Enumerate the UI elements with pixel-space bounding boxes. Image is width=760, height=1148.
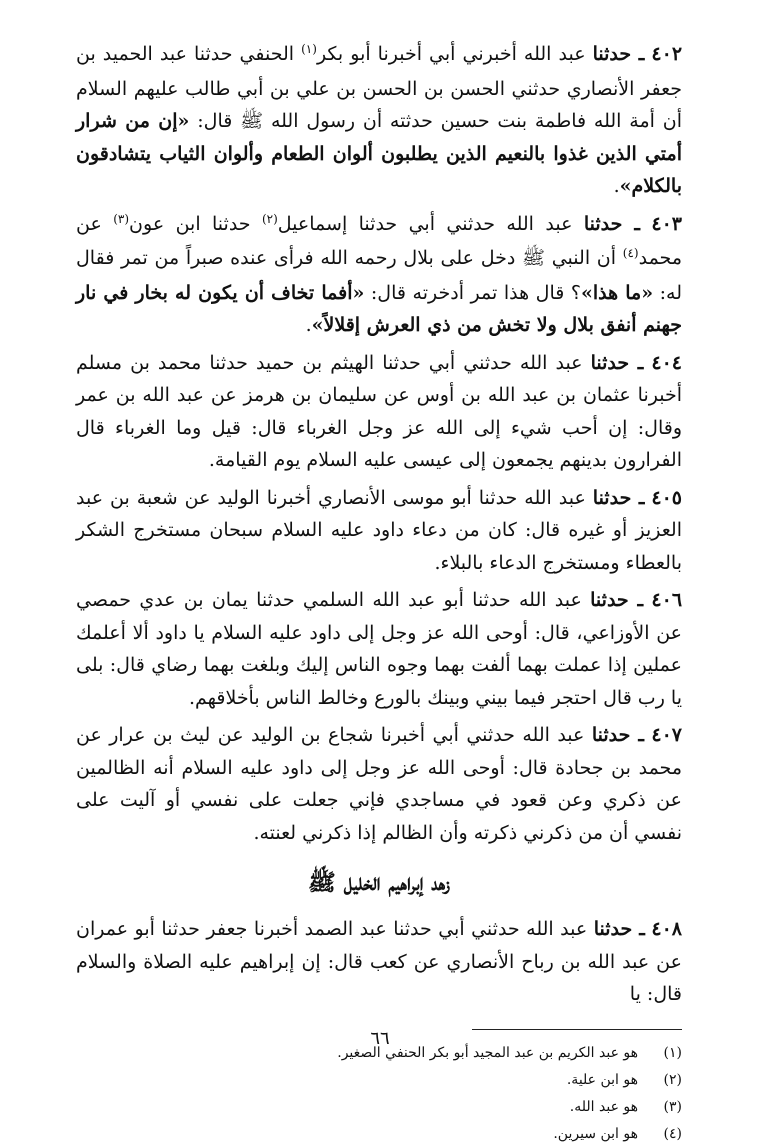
hadith-403: ٤٠٣ ـ حدثنا عبد الله حدثني أبي حدثنا إسماعيل$^{(٢)}$ حدثنا ابن عون$^{(٣)}$ عن محمد$^{(٤)}$ أن النبي ﷺ دخل على بلال رحمه الله فرأى عنده صبراً من تمر فقال له: «ما هذا»؟ قال هذا تمر أدخرته قال: «أفما تخاف أن يكون له بخار في نار جهنم أنفق بلال ولا تخش من ذي العرش إقلالاً». <box>76 211 683 336</box>
hadith-keyword: حدثنا <box>592 486 632 509</box>
hadith-text: عبد الله حدثني أبي حدثنا إسماعيل <box>277 212 573 235</box>
hadith-keyword: حدثنا <box>590 589 629 611</box>
prophetic-quote: «ما هذا» <box>580 281 654 304</box>
hadith-text: عن محمد <box>76 212 682 269</box>
prophetic-quote: «أفما تخاف أن يكون له بخار في نار جهنم أنفق بلال ولا تخش من ذي العرش إقلالاً» <box>76 281 682 336</box>
hadith-text: . <box>613 175 620 197</box>
hadith-text: . <box>305 314 312 336</box>
hadith-keyword: حدثنا <box>591 724 631 746</box>
hadith-text: عبد الله حدثني أبي حدثنا الهيثم بن حميد حدثنا محمد بن مسلم أخبرنا عثمان بن عبد الله بن أوس عن سليمان بن هرمز عن عبد الله بن عمر وقال: إن أحب شيء إلى الله عز وجل الغرباء قال: قيل وما الغرباء قال الفرارون بدينهم يجمعون إلى عيسى عليه السلام يوم القيامة. <box>76 351 682 471</box>
footnote-ref: (٢) <box>261 211 278 226</box>
hadith-text: أن النبي ﷺ دخل على بلال رحمه الله فرأى عنده صبراً من تمر فقال له: <box>76 247 683 304</box>
footnote <box>76 1121 682 1148</box>
page-number: ٦٦ <box>370 1028 390 1049</box>
hadith-number: ٤٠٧ <box>651 724 682 746</box>
hadith-text: الحنفي حدثنا عبد الحميد بن جعفر الأنصاري حدثني الحسن بن الحسن بن علي بن أبي طالب عليهم السلام أن أمة الله فاطمة بنت حسين حدثته أن رسول الله ﷺ قال: <box>76 43 682 132</box>
hadith-402: ٤٠٢ ـ حدثنا عبد الله أخبرني أبي أخبرنا أبو بكر$^{(١)}$ الحنفي حدثنا عبد الحميد بن جعفر الأنصاري حدثني الحسن بن الحسن بن علي بن أبي طالب عليهم السلام أن أمة الله فاطمة بنت حسين حدثته أن رسول الله ﷺ قال: «إن من شرار أمتي الذين غذوا بالنعيم الذين يطلبون ألوان الطعام وألوان الثياب يتشادقون بالكلام». <box>76 42 683 197</box>
footnote-text: هو ابن علية. <box>566 1071 638 1088</box>
hadith-text: عبد الله أخبرني أبي أخبرنا أبو بكر <box>316 43 586 65</box>
hadith-text: عبد الله حدثني أبي أخبرنا شجاع بن الوليد عن ليث بن عرار عن محمد بن جحادة قال: أوحى الله عز وجل إلى داود عليه السلام أنه الظالمين عن ذكري وعن قعود في مساجدي فإني جعلت على نفسي أو آليت على نفسي أن من ذكرني ذكرته وأن الظالم إذا ذكرني لعنته. <box>76 724 682 844</box>
hadith-404: ٤٠٤ ـ حدثنا عبد الله حدثني أبي حدثنا الهيثم بن حميد حدثنا محمد بن مسلم أخبرنا عثمان بن عبد الله بن أوس عن سليمان بن هرمز عن عبد الله بن عمر وقال: إن أحب شيء إلى الله عز وجل الغرباء قال: قيل وما الغرباء قال الفرارون بدينهم يجمعون إلى عيسى عليه السلام يوم القيامة. <box>76 351 683 471</box>
footnote-number: (٤) <box>663 1125 682 1142</box>
footnote-text: هو ابن سيرين. <box>553 1125 638 1142</box>
hadith-408: ٤٠٨ ـ حدثنا عبد الله حدثني أبي حدثنا عبد الصمد أخبرنا جعفر حدثنا أبو عمران عن عبد الله بن رباح الأنصاري عن كعب قال: إن إبراهيم عليه الصلاة والسلام قال: يا <box>76 918 682 1005</box>
footnote-number: (٣) <box>663 1098 682 1115</box>
hadith-keyword: حدثنا <box>593 918 633 940</box>
hadith-number: ٤٠٢ <box>651 43 683 65</box>
hadith-text: عبد الله حدثني أبي حدثنا عبد الصمد أخبرنا جعفر حدثنا أبو عمران عن عبد الله بن رباح الأنصاري عن كعب قال: إن إبراهيم عليه الصلاة والسلام قال: يا <box>76 918 682 1005</box>
footnote-number: (٢) <box>663 1071 682 1088</box>
hadith-407: ٤٠٧ ـ حدثنا عبد الله حدثني أبي أخبرنا شجاع بن الوليد عن ليث بن عرار عن محمد بن جحادة قال: أوحى الله عز وجل إلى داود عليه السلام أنه الظالمين عن ذكري وعن قعود في مساجدي فإني جعلت على نفسي أو آليت على نفسي أن من ذكرني ذكرته وأن الظالم إذا ذكرني لعنته. <box>76 724 682 844</box>
hadith-number: ٤٠٦ <box>651 589 683 611</box>
hadith-number: ٤٠٣ <box>651 212 682 235</box>
hadith-number: ٤٠٥ <box>651 486 683 509</box>
footnote-ref: (١) <box>301 42 317 56</box>
footnote <box>76 1094 682 1121</box>
hadith-keyword: حدثنا <box>583 212 623 235</box>
footnote-text: هو عبد الله. <box>569 1098 638 1115</box>
footnote-ref: (٣) <box>113 211 130 226</box>
hadith-keyword: حدثنا <box>592 43 632 65</box>
footnote-number: (١) <box>663 1044 682 1061</box>
hadith-405: ٤٠٥ ـ حدثنا عبد الله حدثنا أبو موسى الأنصاري أخبرنا الوليد عن شعبة بن عبد العزيز أو غيره قال: كان من دعاء داود عليه السلام سبحان مستخرج الشكر بالعطاء ومستخرج الدعاء بالبلاء. <box>76 486 683 574</box>
section-heading: زهد إبراهيم الخليل ﷺ <box>307 869 451 896</box>
hadith-keyword: حدثنا <box>590 351 630 374</box>
hadith-text: عبد الله حدثنا أبو موسى الأنصاري أخبرنا الوليد عن شعبة بن عبد العزيز أو غيره قال: كان من دعاء داود عليه السلام سبحان مستخرج الشكر بالعطاء ومستخرج الدعاء بالبلاء. <box>76 486 682 574</box>
footnote-ref: (٤) <box>622 246 639 260</box>
hadith-text: ؟ قال هذا تمر أدخرته قال: <box>364 281 581 304</box>
hadith-text: حدثنا ابن عون <box>129 212 262 235</box>
hadith-text: عبد الله حدثنا أبو عبد الله السلمي حدثنا يمان بن عدي حمصي عن الأوزاعي، قال: أوحى الله عز وجل إلى داود عليه السلام يا داود ألا أعلمك عملين إذا عملت بهما ألفت بهما وجوه الناس إليك وبلغت بهما رضاي قال: بلى يا رب قال احتجر فيما بيني وبينك بالورع وخالط الناس بأخلاقهم. <box>76 589 682 709</box>
footnotes <box>76 1040 682 1148</box>
hadith-number: ٤٠٤ <box>651 351 683 374</box>
footnote-text: هو عبد الكريم بن عبد المجيد أبو بكر الحنفي الصغير. <box>337 1044 638 1061</box>
footnote <box>76 1067 682 1094</box>
hadith-number: ٤٠٨ <box>651 918 682 940</box>
prophetic-quote: «إن من شرار أمتي الذين غذوا بالنعيم الذين يطلبون ألوان الطعام وألوان الثياب يتشادقون بالكلام» <box>76 110 682 197</box>
hadith-406: ٤٠٦ ـ حدثنا عبد الله حدثنا أبو عبد الله السلمي حدثنا يمان بن عدي حمصي عن الأوزاعي، قال: أوحى الله عز وجل إلى داود عليه السلام يا داود ألا أعلمك عملين إذا عملت بهما ألفت بهما وجوه الناس إليك وبلغت بهما رضاي قال: بلى يا رب قال احتجر فيما بيني وبينك بالورع وخالط الناس بأخلاقهم. <box>76 589 683 709</box>
